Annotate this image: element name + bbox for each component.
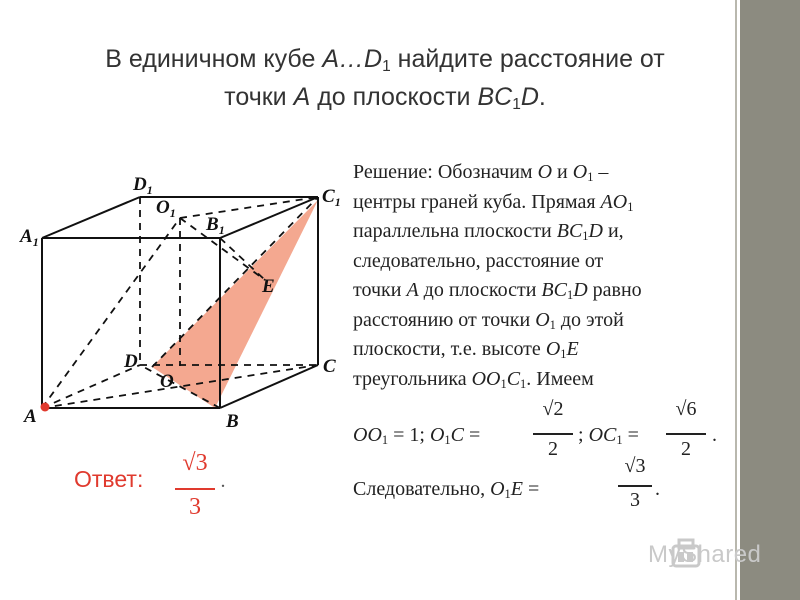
label-d: D	[124, 351, 138, 372]
solution-run: . Имеем	[526, 367, 594, 390]
subscript: 1	[444, 433, 451, 448]
oo1-value: = 1;	[388, 424, 430, 446]
fraction-o1c	[533, 398, 573, 468]
period: .	[712, 424, 717, 446]
solution-run: A	[406, 279, 419, 301]
title-text: .	[538, 83, 546, 111]
title-text: до плоскости	[310, 83, 478, 111]
solution-run: O	[537, 161, 553, 183]
solution-run: D	[588, 220, 603, 242]
solution-line	[353, 158, 745, 188]
point-name: A	[293, 83, 311, 111]
plane-name: D	[520, 83, 539, 111]
segment-oc1: OC	[588, 424, 617, 446]
subscript: 1	[500, 376, 507, 391]
solution-run: OO	[471, 367, 501, 390]
solution-run: BC	[556, 220, 583, 242]
myshared-watermark: MyShared	[648, 541, 762, 568]
label-o1: $O_1$	[156, 197, 176, 220]
subscript: 1	[520, 376, 527, 391]
fraction-denominator: 3	[630, 489, 640, 511]
solution-run: до плоскости	[418, 279, 542, 301]
fraction-denominator: 2	[681, 438, 691, 460]
label-c: C	[323, 356, 336, 377]
equals: =	[522, 478, 540, 500]
title-text: В единичном кубе	[105, 45, 323, 73]
answer-fraction-bar	[175, 488, 215, 490]
label-c1: $C_1$	[322, 186, 341, 209]
subscript: 1	[512, 95, 521, 113]
solution-run: C	[506, 367, 521, 390]
edge-a1-d1	[42, 197, 140, 238]
segment-o1c: O	[429, 424, 445, 446]
subscript: 1	[627, 199, 634, 214]
fraction-numerator: √3	[624, 455, 646, 477]
solution-line	[353, 335, 745, 365]
conclusion-row	[353, 478, 539, 501]
segment-o1e: O	[490, 478, 505, 500]
period: .	[655, 478, 660, 500]
fraction-numerator: √2	[542, 398, 564, 420]
solution-line	[353, 247, 745, 277]
problem-title	[40, 40, 730, 116]
plane-name: BC	[477, 83, 513, 111]
solution-run: следовательно, расстояние от	[353, 249, 604, 272]
solution-run: центры граней куба. Прямая	[353, 190, 601, 213]
subscript: 1	[504, 487, 511, 502]
edge-b-c	[220, 365, 318, 408]
solution-text	[353, 158, 745, 394]
answer-numerator: √3	[182, 450, 208, 476]
label-a: A	[24, 406, 37, 427]
solution-run: расстоянию от точки	[353, 308, 536, 331]
solution-line	[353, 276, 745, 306]
cube-diagram	[0, 160, 360, 440]
solution-run: Решение: Обозначим	[353, 161, 538, 183]
solution-run: O	[545, 338, 561, 360]
lengths-row	[353, 424, 480, 447]
solution-run: BC	[541, 279, 567, 301]
solution-run: E	[566, 338, 579, 360]
subscript: 1	[616, 433, 623, 448]
equals: =	[622, 424, 639, 446]
segment-oo1: OO	[353, 424, 382, 446]
label-e: E	[262, 276, 275, 297]
label-b1: $B_1$	[206, 214, 225, 237]
solution-line	[353, 365, 745, 395]
diagonal-a1-c1-half	[220, 238, 265, 280]
solution-run: –	[593, 161, 609, 183]
fraction-numerator: √6	[675, 398, 697, 420]
fraction-bar	[533, 433, 573, 435]
equals: =	[463, 424, 481, 446]
answer-fraction	[175, 450, 215, 530]
fraction-oc1	[666, 398, 706, 468]
subscript: 1	[382, 57, 391, 75]
solution-run: плоскости, т.е. высоте	[353, 338, 546, 360]
solution-run: O	[535, 308, 550, 331]
solution-run: точки	[353, 279, 407, 301]
oc1-expression	[578, 424, 639, 447]
subscript: 1	[381, 433, 389, 448]
separator: ;	[578, 424, 589, 446]
fraction-bar	[666, 433, 706, 435]
segment-o1c: C	[450, 424, 464, 446]
solution-run: до этой	[555, 308, 624, 331]
fraction-bar	[618, 485, 652, 487]
solution-run: и	[552, 161, 573, 183]
label-b: B	[226, 411, 239, 432]
cube-name: A…D	[322, 45, 383, 73]
label-d1: $D_1$	[133, 174, 153, 197]
solution-run: D	[573, 279, 588, 301]
solution-run: параллельна плоскости	[353, 220, 557, 242]
segment-o1e: E	[510, 478, 523, 500]
answer-denominator: 3	[189, 494, 201, 520]
solution-run: AO	[600, 190, 628, 213]
label-o: O	[160, 371, 174, 392]
answer-period: .	[220, 470, 226, 492]
solution-run: равно	[587, 279, 642, 301]
subscript: 1	[549, 317, 556, 332]
title-line-2	[40, 78, 730, 116]
title-text: точки	[224, 83, 294, 111]
title-line-1	[40, 40, 730, 78]
solution-run: треугольника	[353, 367, 472, 390]
solution-line	[353, 217, 745, 247]
line-o1-c1	[180, 197, 318, 218]
fraction-o1e	[618, 455, 652, 517]
solution-run: O	[572, 161, 588, 183]
solution-line	[353, 306, 745, 336]
label-a1: $A_1$	[20, 226, 39, 249]
point-a-marker	[41, 403, 50, 412]
subscript: 1	[587, 170, 594, 185]
conclusion-text: Следовательно,	[353, 478, 491, 500]
subscript: 1	[560, 347, 567, 362]
solution-line	[353, 188, 745, 218]
subscript: 1	[582, 229, 589, 244]
fraction-denominator: 2	[548, 438, 558, 460]
subscript: 1	[566, 288, 574, 303]
answer-label: Ответ:	[74, 466, 144, 492]
right-sidebar-band	[740, 0, 800, 600]
title-text: найдите расстояние от	[390, 45, 665, 73]
solution-run: и,	[602, 220, 624, 242]
